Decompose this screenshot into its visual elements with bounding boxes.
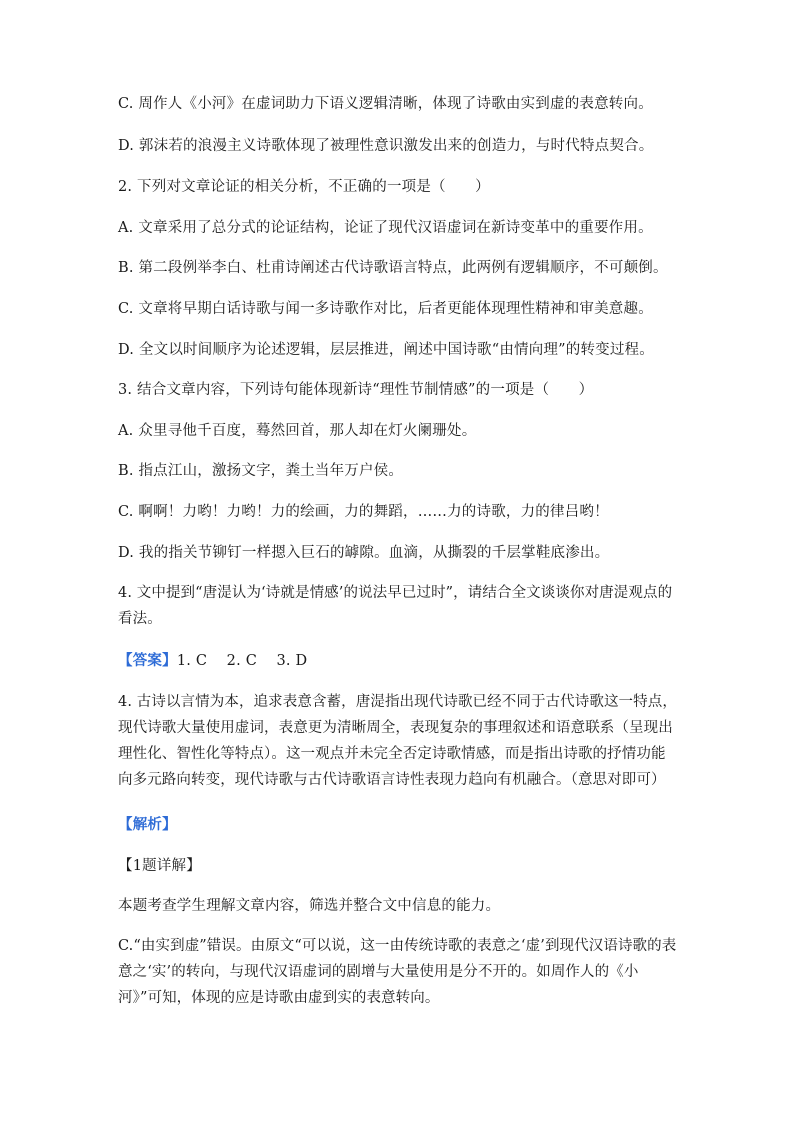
answer-values: 1. C 2. C 3. D (176, 653, 308, 669)
answer-line (118, 651, 678, 671)
q3-option-d: D. 我的指关节铆钉一样摁入巨石的罅隙。血滴，从撕裂的千层掌鞋底渗出。 (118, 545, 610, 561)
q1-option-c: C. 周作人《小河》在虚词助力下语义逻辑清晰，体现了诗歌由实到虚的表意转向。 (118, 96, 653, 112)
q3-stem: 3. 结合文章内容，下列诗句能体现新诗“理性节制情感”的一项是（ ） (118, 382, 594, 398)
q2-option-b: B. 第二段例举李白、杜甫诗阐述古代诗歌语言特点，此两例有逻辑顺序，不可颠倒。 (118, 260, 668, 276)
answer-tag: 【答案】 (118, 652, 177, 669)
q2-option-c: C. 文章将早期白话诗歌与闻一多诗歌作对比，后者更能体现理性精神和审美意趣。 (118, 301, 653, 317)
analysis-tag: 【解析】 (118, 816, 177, 833)
q2-stem: 2. 下列对文章论证的相关分析，不正确的一项是（ ） (118, 179, 490, 195)
q3-option-c: C. 啊啊！力哟！力哟！力的绘画，力的舞蹈，……力的诗歌，力的律吕哟！ (118, 504, 609, 520)
q1-detail-option-c: C.“由实到虚”错误。由原文“可以说，这一由传统诗歌的表意之‘虚’到现代汉语诗歌的表意之‘实’的转向，与现代汉语虚词的剧增与大量使用是分不开的。如周作人的《小河》”可知，体现的应是诗歌由虚到实的表意转向。 (118, 938, 677, 1006)
q4-stem: 4. 文中提到“唐湜认为‘诗就是情感’的说法早已过时”，请结合全文谈谈你对唐湜观点的看法。 (118, 585, 673, 627)
q1-option-d: D. 郭沫若的浪漫主义诗歌体现了被理性意识激发出来的创造力，与时代特点契合。 (118, 138, 654, 154)
answer-q4: 4. 古诗以言情为本，追求表意含蓄，唐湜指出现代诗歌已经不同于古代诗歌这一特点，现代诗歌大量使用虚词，表意更为清晰周全，表现复杂的事理叙述和语意联系（呈现出理性化、智性化等特点）。这一观点并未完全否定诗歌情感，而是指出诗歌的抒情功能向多元路向转变，现代诗歌与古代诗歌语言诗性表现力趋向有机融合。（意思对即可） (118, 694, 677, 788)
q2-option-d: D. 全文以时间顺序为论述逻辑，层层推进，阐述中国诗歌“由情向理”的转变过程。 (118, 342, 654, 358)
q2-option-a: A. 文章采用了总分式的论证结构，论证了现代汉语虚词在新诗变革中的重要作用。 (118, 220, 653, 236)
q3-option-a: A. 众里寻他千百度，蓦然回首，那人却在灯火阑珊处。 (118, 423, 477, 439)
q1-detail-intro: 本题考查学生理解文章内容，筛选并整合文中信息的能力。 (118, 898, 501, 914)
q1-detail-tag: 【1题详解】 (118, 858, 201, 874)
q3-option-b: B. 指点江山，激扬文字，粪土当年万户侯。 (118, 463, 404, 479)
